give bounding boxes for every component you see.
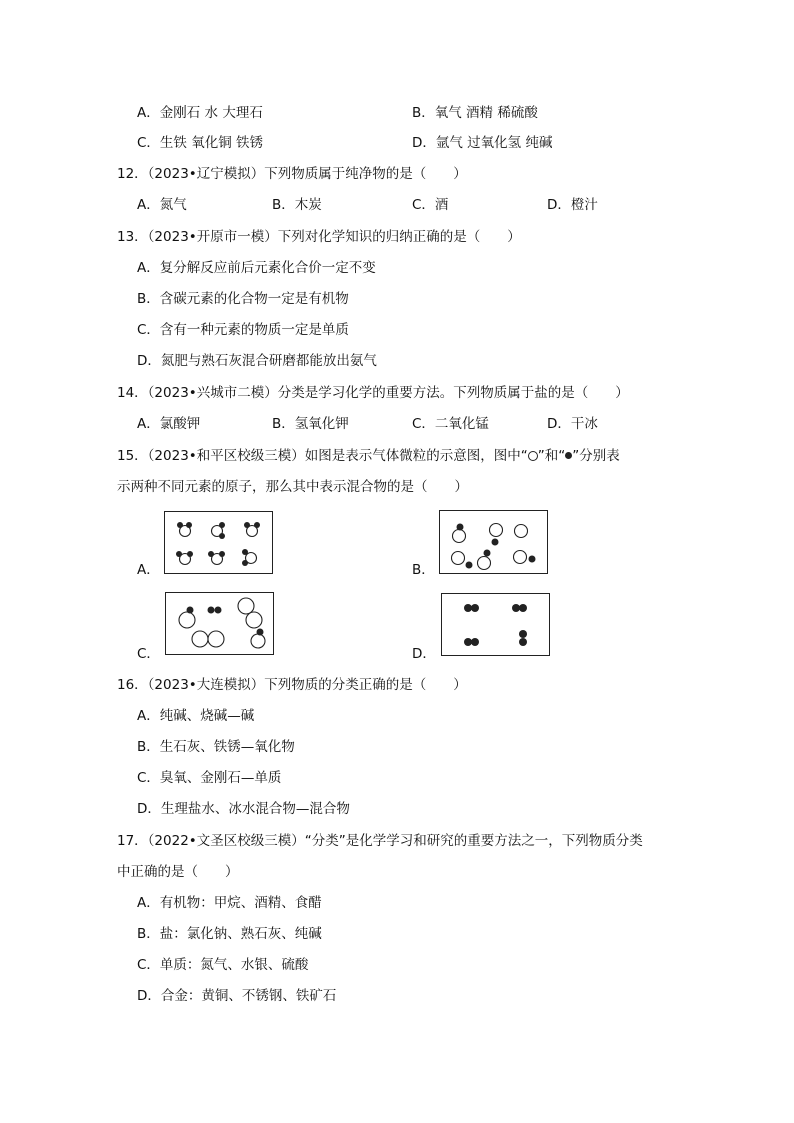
q11-option-c: C．生铁 氧化铜 铁锈: [137, 135, 264, 151]
q15-option-a-label: A．: [137, 562, 160, 578]
q15-stem-part3: ”分别表: [572, 448, 620, 464]
particle-diagram-d: [442, 594, 551, 657]
q15-option-c-diagram: [165, 592, 274, 655]
q11-option-b: B．氧气 酒精 稀硫酸: [412, 105, 538, 121]
particle-diagram-b: [440, 511, 549, 575]
q15-option-d-diagram: [441, 593, 550, 656]
q11-option-a: A．金刚石 水 大理石: [137, 105, 263, 121]
q15-stem-part2: ”和“: [537, 448, 566, 464]
q16-option-d: D．生理盐水、冰水混合物—混合物: [137, 801, 350, 817]
white-atom-icon: [528, 451, 538, 461]
q13-option-d: D．氮肥与熟石灰混合研磨都能放出氨气: [137, 353, 377, 369]
q17-option-a: A．有机物：甲烷、酒精、食醋: [137, 895, 322, 911]
q13-stem: 13．（2023•开原市一模）下列对化学知识的归纳正确的是（ ）: [117, 229, 521, 245]
q14-option-a: A．氯酸钾: [137, 416, 201, 432]
q12-option-c: C．酒: [412, 197, 449, 213]
q12-stem: 12．（2023•辽宁模拟）下列物质属于纯净物的是（ ）: [117, 166, 467, 182]
q14-option-b: B．氢氧化钾: [272, 416, 349, 432]
particle-diagram-a: [165, 512, 274, 575]
q16-option-c: C．臭氧、金刚石—单质: [137, 770, 282, 786]
q14-option-c: C．二氧化锰: [412, 416, 489, 432]
q11-option-d: D．氩气 过氧化氢 纯碱: [412, 135, 553, 151]
particle-diagram-c: [166, 593, 275, 656]
q16-option-b: B．生石灰、铁锈—氧化物: [137, 739, 295, 755]
q16-option-a: A．纯碱、烧碱—碱: [137, 708, 255, 724]
q13-option-c: C．含有一种元素的物质一定是单质: [137, 322, 349, 338]
q17-stem-line2: 中正确的是（ ）: [117, 864, 239, 880]
q16-stem: 16．（2023•大连模拟）下列物质的分类正确的是（ ）: [117, 677, 467, 693]
q15-option-b-diagram: [439, 510, 548, 574]
q14-stem: 14．（2023•兴城市二模）分类是学习化学的重要方法。下列物质属于盐的是（ ）: [117, 385, 629, 401]
q15-option-c-label: C．: [137, 646, 160, 662]
q12-option-d: D．橙汁: [547, 197, 598, 213]
q15-stem-part1: 15．（2023•和平区校级三模）如图是表示气体微粒的示意图，图中“: [117, 448, 528, 464]
q17-option-c: C．单质：氮气、水银、硫酸: [137, 957, 309, 973]
q13-option-a: A．复分解反应前后元素化合价一定不变: [137, 260, 376, 276]
q15-option-b-label: B．: [412, 562, 435, 578]
q17-option-d: D．合金：黄铜、不锈钢、铁矿石: [137, 988, 337, 1004]
q15-stem-line1: [117, 447, 620, 465]
q12-option-a: A．氮气: [137, 197, 187, 213]
q15-option-a-diagram: [164, 511, 273, 574]
q14-option-d: D．干冰: [547, 416, 598, 432]
q17-option-b: B．盐：氯化钠、熟石灰、纯碱: [137, 926, 322, 942]
q17-stem-line1: 17．（2022•文圣区校级三模）“分类”是化学学习和研究的重要方法之一，下列物质分类: [117, 833, 643, 849]
q13-option-b: B．含碳元素的化合物一定是有机物: [137, 291, 349, 307]
q12-option-b: B．木炭: [272, 197, 322, 213]
q15-stem-line2: 示两种不同元素的原子，那么其中表示混合物的是（ ）: [117, 479, 468, 495]
q15-option-d-label: D．: [412, 646, 436, 662]
